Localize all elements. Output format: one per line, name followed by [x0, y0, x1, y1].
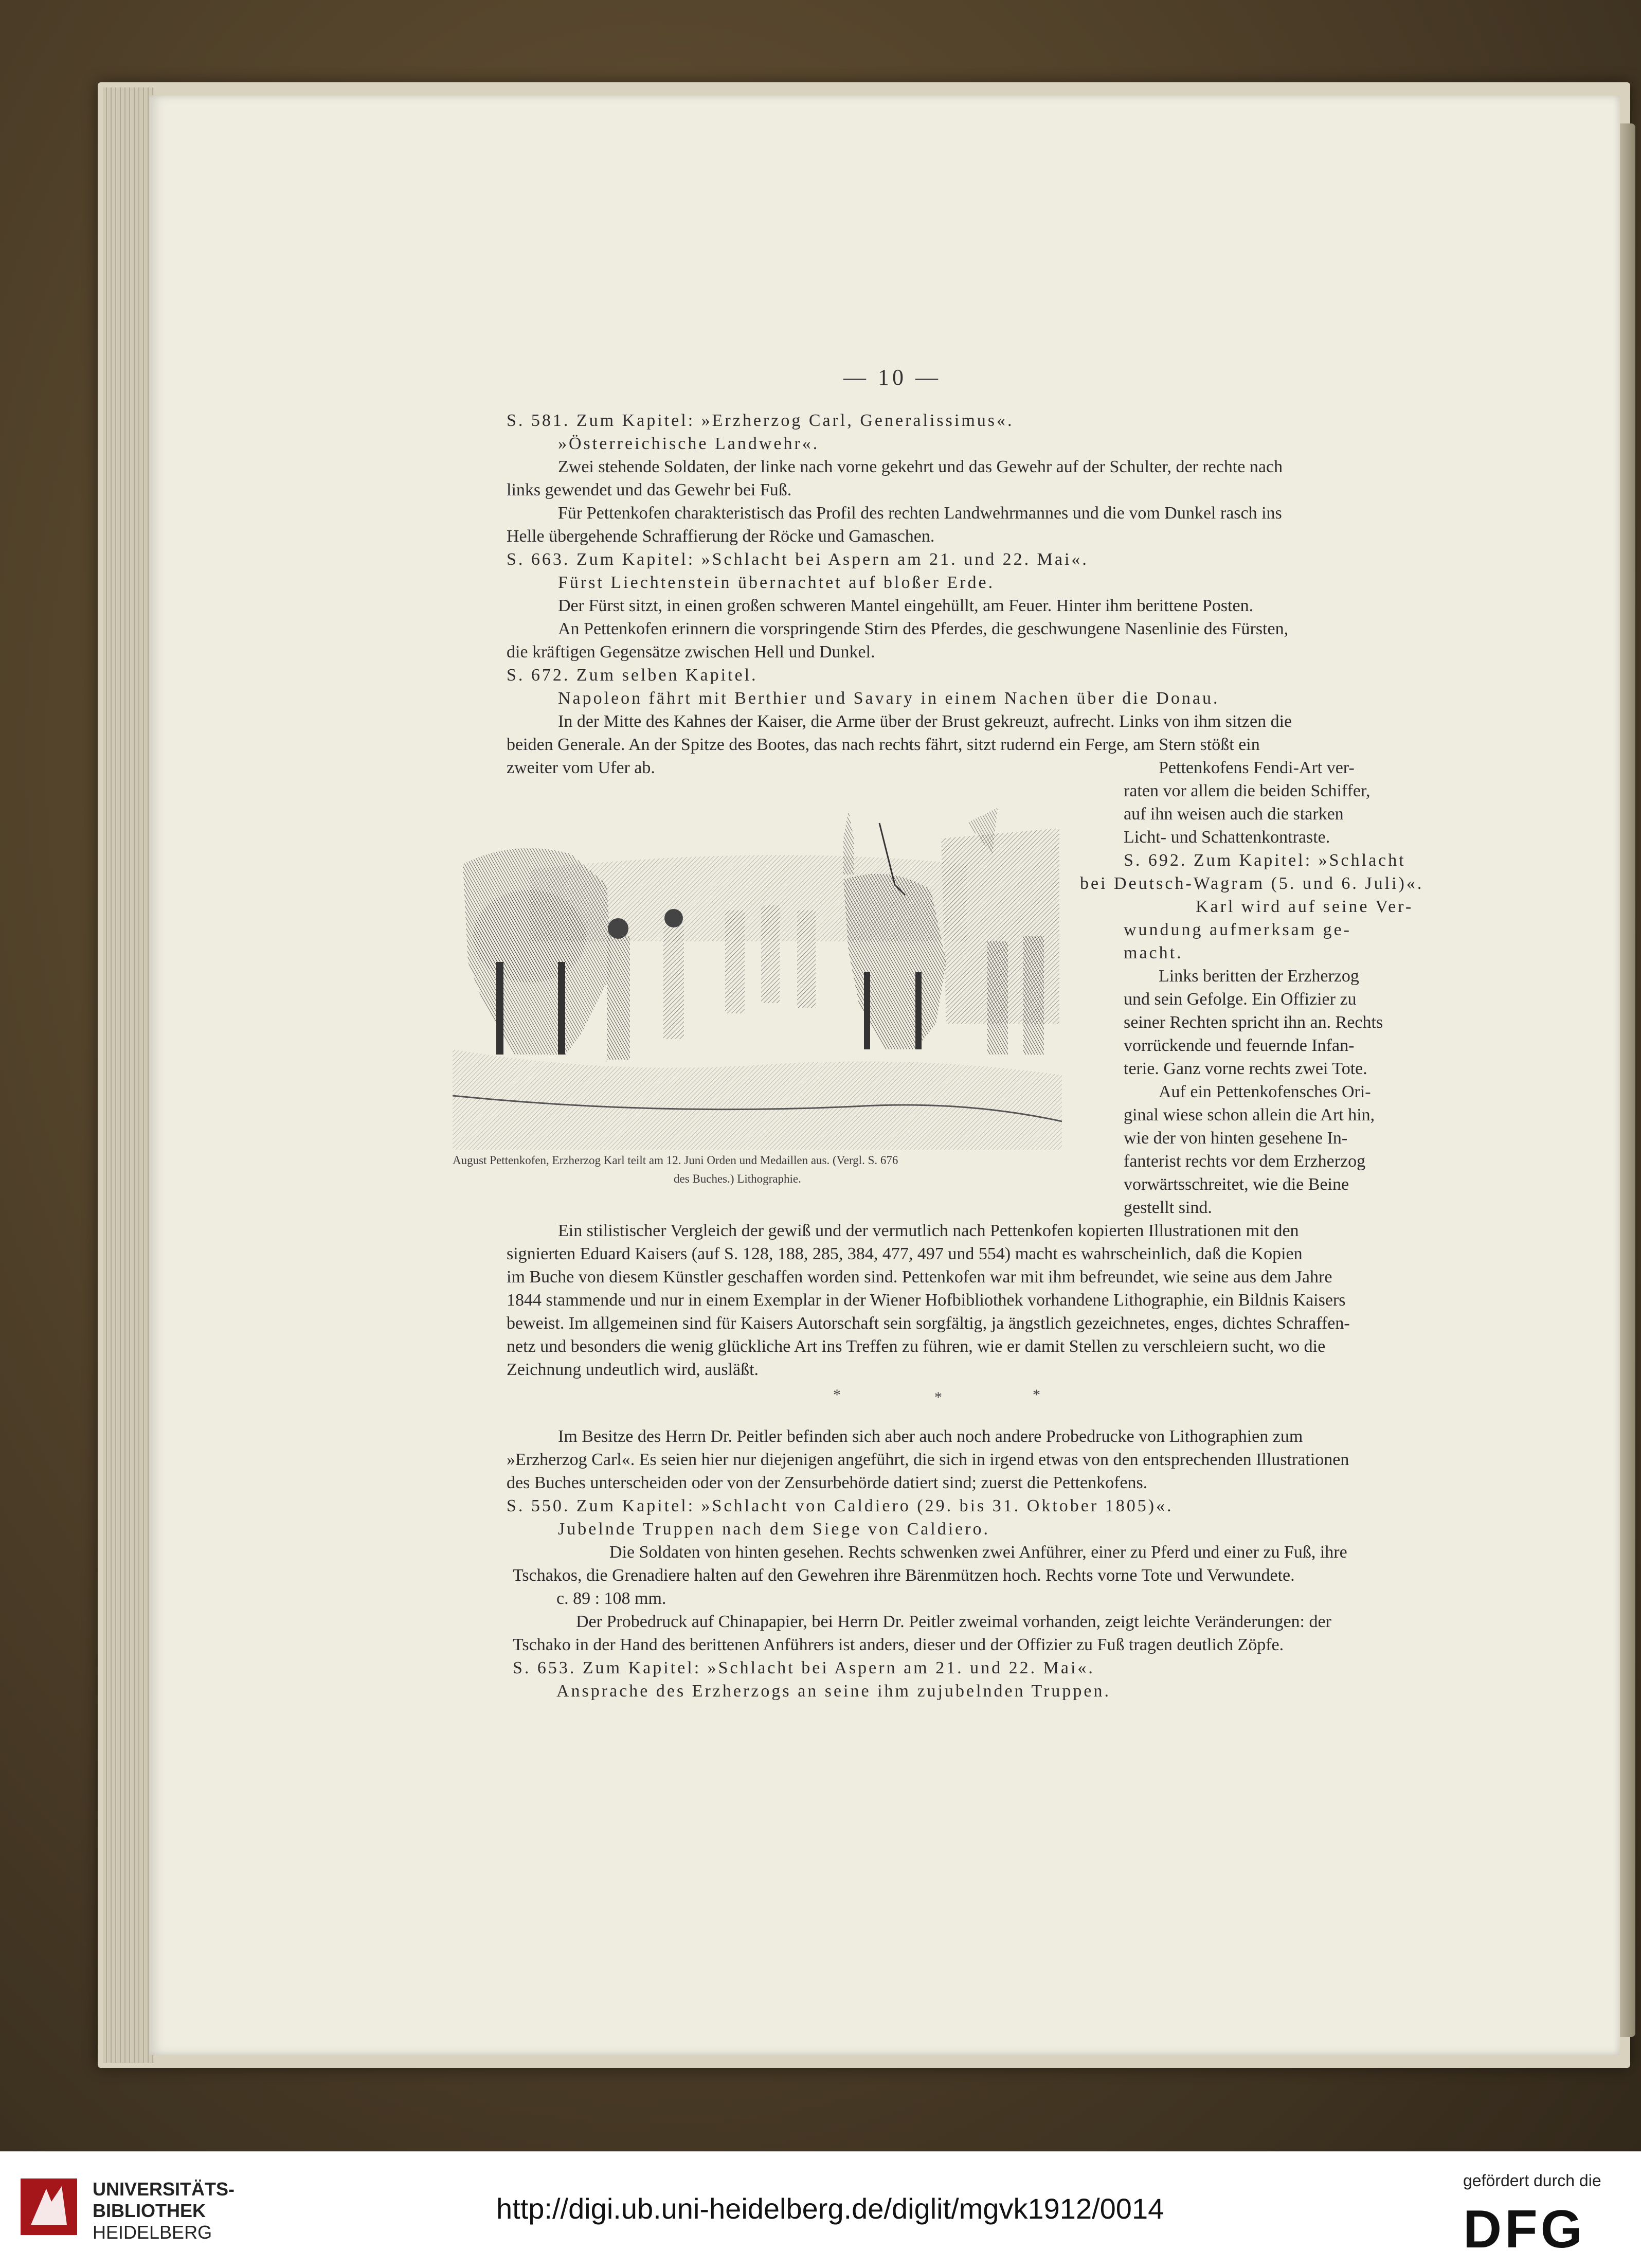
- text-line: im Buche von diesem Künstler geschaffen worden sind. Pettenkofen war mit ihm befreundet, wie seine aus dem Jahre: [507, 1267, 1332, 1287]
- text-line: raten vor allem die beiden Schiffer,: [1124, 781, 1370, 800]
- lithograph-drawing: [453, 808, 1062, 1150]
- text-line: Der Probedruck auf Chinapapier, bei Herrn Dr. Peitler zweimal vorhanden, zeigt leichte Veränderungen: der: [576, 1612, 1331, 1631]
- ub-heidelberg-logo[interactable]: [21, 2173, 77, 2240]
- text-line: Jubelnde Truppen nach dem Siege von Caldiero.: [558, 1520, 990, 1539]
- text-line: signierten Eduard Kaisers (auf S. 128, 188, 285, 384, 477, 497 und 554) macht es wahrscheinlich, daß die Kopien: [507, 1244, 1303, 1263]
- text-line: fanterist rechts vor dem Erzherzog: [1124, 1152, 1366, 1171]
- text-line: An Pettenkofen erinnern die vorspringende Stirn des Pferdes, die geschwungene Nasenlinie des Fürsten,: [558, 619, 1289, 638]
- text-line: c. 89 : 108 mm.: [556, 1589, 666, 1608]
- text-line: Helle übergehende Schraffierung der Röcke und Gamaschen.: [507, 527, 935, 546]
- text-line: macht.: [1124, 943, 1183, 962]
- text-line: Tschako in der Hand des berittenen Anführers ist anders, dieser und der Offizier zu Fuß tragen deutlich Zöpfe.: [513, 1635, 1284, 1654]
- text-line: netz und besonders die wenig glückliche Art ins Treffen zu führen, wie er damit Stellen zu verschleiern sucht, wo die: [507, 1337, 1326, 1356]
- text-line: Karl wird auf seine Ver-: [1196, 897, 1414, 916]
- document-url[interactable]: http://digi.ub.uni-heidelberg.de/diglit/mgvk1912/0014: [496, 2192, 1164, 2225]
- text-line: S. 581. Zum Kapitel: »Erzherzog Carl, Generalissimus«.: [507, 411, 1014, 430]
- text-line: Im Besitze des Herrn Dr. Peitler befinden sich aber auch noch andere Probedrucke von Lithographien zum: [558, 1427, 1303, 1446]
- separator-star: *: [934, 1389, 942, 1406]
- page-edges: [103, 87, 154, 2063]
- text-line: wundung aufmerksam ge-: [1124, 920, 1352, 939]
- text-line: bei Deutsch-Wagram (5. und 6. Juli)«.: [1080, 874, 1424, 893]
- funding-label: gefördert durch die: [1463, 2171, 1601, 2190]
- text-line: S. 550. Zum Kapitel: »Schlacht von Caldiero (29. bis 31. Oktober 1805)«.: [507, 1496, 1174, 1515]
- separator-star: *: [1033, 1386, 1040, 1403]
- text-line: 1844 stammende und nur in einem Exemplar in der Wiener Hofbibliothek vorhandene Lithographie, ein Bildnis Kaisers: [507, 1291, 1346, 1310]
- separator-star: *: [833, 1386, 841, 1403]
- text-line: S. 663. Zum Kapitel: »Schlacht bei Aspern am 21. und 22. Mai«.: [507, 550, 1089, 569]
- text-line: vorwärtsschreitet, wie die Beine: [1124, 1175, 1349, 1194]
- text-line: Auf ein Pettenkofensches Ori-: [1159, 1082, 1371, 1101]
- text-line: Der Fürst sitzt, in einen großen schweren Mantel eingehüllt, am Feuer. Hinter ihm berittene Posten.: [558, 596, 1254, 615]
- text-line: »Erzherzog Carl«. Es seien hier nur diejenigen angeführt, die sich in irgend etwas von den entsprechenden Illustrationen: [507, 1450, 1349, 1469]
- text-line: S. 653. Zum Kapitel: »Schlacht bei Aspern am 21. und 22. Mai«.: [513, 1658, 1095, 1677]
- text-line: S. 672. Zum selben Kapitel.: [507, 666, 758, 685]
- viewer-footer: [0, 2151, 1641, 2268]
- text-line: wie der von hinten gesehene In-: [1124, 1129, 1348, 1148]
- library-name: UNIVERSITÄTS- BIBLIOTHEK HEIDELBERG: [93, 2178, 235, 2243]
- text-line: auf ihn weisen auch die starken: [1124, 805, 1344, 824]
- text-line: vorrückende und feuernde Infan-: [1124, 1036, 1355, 1055]
- text-line: Ansprache des Erzherzogs an seine ihm zujubelnden Truppen.: [556, 1682, 1111, 1701]
- text-line: seiner Rechten spricht ihn an. Rechts: [1124, 1013, 1383, 1032]
- text-line: Pettenkofens Fendi-Art ver-: [1159, 758, 1355, 777]
- text-line: des Buches unterscheiden oder von der Zensurbehörde datiert sind; zuerst die Pettenkofens.: [507, 1473, 1148, 1492]
- page-number: — 10 —: [843, 365, 941, 390]
- text-line: S. 692. Zum Kapitel: »Schlacht: [1124, 851, 1406, 870]
- text-line: Für Pettenkofen charakteristisch das Profil des rechten Landwehrmannes und die vom Dunkel rasch ins: [558, 504, 1282, 523]
- text-line: Tschakos, die Grenadiere halten auf den Gewehren ihre Bärenmützen hoch. Rechts vorne Tote und Verwundete.: [513, 1566, 1295, 1585]
- text-line: »Österreichische Landwehr«.: [558, 434, 820, 453]
- text-line: Licht- und Schattenkontraste.: [1124, 828, 1330, 847]
- text-line: beweist. Im allgemeinen sind für Kaisers Autorschaft sein sorgfältig, ja ängstlich gezeichnetes, enges, dichtes Schraffen-: [507, 1314, 1350, 1333]
- text-line: gestellt sind.: [1124, 1198, 1212, 1217]
- text-line: Napoleon fährt mit Berthier und Savary in einem Nachen über die Donau.: [558, 689, 1220, 708]
- figure-caption-line-1: August Pettenkofen, Erzherzog Karl teilt am 12. Juni Orden und Medaillen aus. (Vergl. S. 676: [453, 1154, 898, 1167]
- text-line: die kräftigen Gegensätze zwischen Hell und Dunkel.: [507, 642, 875, 662]
- dfg-logo[interactable]: DFG: [1463, 2200, 1585, 2259]
- text-line: beiden Generale. An der Spitze des Bootes, das nach rechts fährt, sitzt rudernd ein Ferge, am Stern stößt ein: [507, 735, 1260, 754]
- text-line: und sein Gefolge. Ein Offizier zu: [1124, 990, 1357, 1009]
- text-line: terie. Ganz vorne rechts zwei Tote.: [1124, 1059, 1367, 1078]
- figure-caption-line-2: des Buches.) Lithographie.: [674, 1172, 801, 1185]
- text-line: In der Mitte des Kahnes der Kaiser, die Arme über der Brust gekreuzt, aufrecht. Links von ihm sitzen die: [558, 712, 1292, 731]
- lithograph-illustration: [453, 808, 1062, 1150]
- text-line: ginal wiese schon allein die Art hin,: [1124, 1105, 1375, 1124]
- text-line: Ein stilistischer Vergleich der gewiß und der vermutlich nach Pettenkofen kopierten Illustrationen mit den: [558, 1221, 1299, 1240]
- text-line: Links beritten der Erzherzog: [1159, 967, 1359, 986]
- text-line: Zwei stehende Soldaten, der linke nach vorne gekehrt und das Gewehr auf der Schulter, der rechte nach: [558, 457, 1283, 476]
- text-line: links gewendet und das Gewehr bei Fuß.: [507, 480, 792, 499]
- text-line: Die Soldaten von hinten gesehen. Rechts schwenken zwei Anführer, einer zu Pferd und einer zu Fuß, ihre: [609, 1543, 1347, 1562]
- text-line: Fürst Liechtenstein übernachtet auf bloßer Erde.: [558, 573, 995, 592]
- text-line: Zeichnung undeutlich wird, ausläßt.: [507, 1360, 759, 1379]
- text-line: zweiter vom Ufer ab.: [507, 758, 655, 777]
